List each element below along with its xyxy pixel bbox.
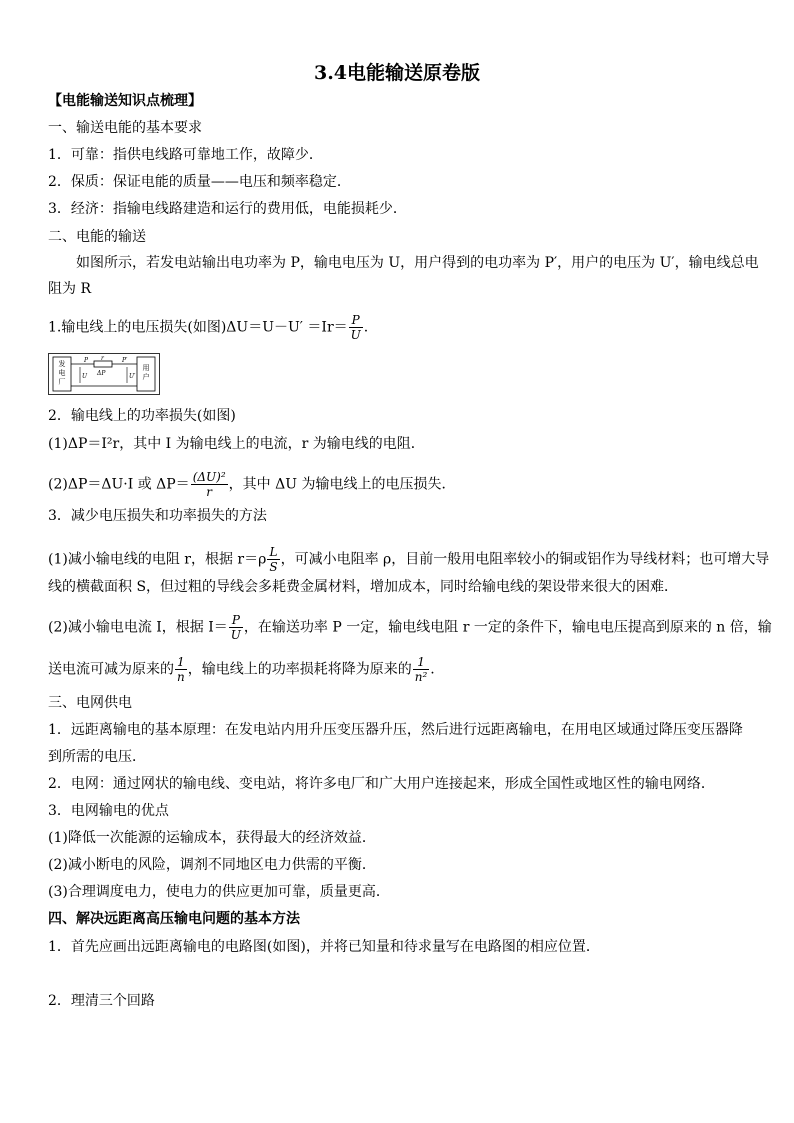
voltage-loss-line <box>48 313 368 342</box>
text-line: 如图所示，若发电站输出电功率为 P，输电电压为 U，用户得到的电功率为 P′，用户的电压为 U′，输电线总电 <box>76 255 759 271</box>
text-line: 2．理清三个回路 <box>48 993 155 1009</box>
text-span: (1)减小输电线的电阻 r，根据 r＝ρ <box>48 551 267 568</box>
fraction-denominator: n <box>177 670 185 684</box>
text-line: (3)合理调度电力，使电力的供应更加可靠，质量更高． <box>48 884 390 900</box>
heading-4: 四、解决远距离高压输电问题的基本方法 <box>48 911 300 927</box>
text-span: (2)ΔP＝ΔU·I 或 ΔP＝ <box>48 476 190 493</box>
heading-3: 三、电网供电 <box>48 695 132 711</box>
label-p-prime: P′ <box>122 357 128 364</box>
text-line: 线的横截面积 S，但过粗的导线会多耗费金属材料，增加成本，同时给输电线的架设带来很大的困难． <box>48 579 679 595</box>
text-line: 阻为 R <box>48 281 91 297</box>
fraction-denominator: n² <box>414 670 428 684</box>
text-span: ，在输送功率 P 一定，输电线电阻 r 一定的条件下，输电电压提高到原来的 n 倍，输 <box>243 619 772 636</box>
fraction-1-over-n-squared <box>413 655 430 684</box>
label-p: P <box>84 357 89 364</box>
method-1-line <box>48 545 769 574</box>
text-line: 3．减少电压损失和功率损失的方法 <box>48 508 267 524</box>
fraction-numerator: (ΔU)² <box>192 470 226 484</box>
text-span: . <box>363 319 369 336</box>
text-span: ，可减小电阻率 ρ，目前一般用电阻率较小的铜或铝作为导线材料；也可增大导 <box>280 551 770 568</box>
text-span: (2)减小输电电流 I，根据 I＝ <box>48 619 228 636</box>
method-2-line <box>48 613 772 642</box>
fraction-numerator: P <box>229 613 243 628</box>
text-line: 2．保质：保证电能的质量——电压和频率稳定． <box>48 174 351 190</box>
text-line: (2)减小断电的风险，调剂不同地区电力供需的平衡． <box>48 857 376 873</box>
text-span: ，其中 ΔU 为输电线上的电压损失． <box>228 476 456 493</box>
fraction-numerator: 1 <box>175 655 187 670</box>
fraction-denominator: S <box>269 560 278 574</box>
circuit-diagram <box>48 353 160 395</box>
text-line: 3．电网输电的优点 <box>48 803 169 819</box>
heading-1: 一、输送电能的基本要求 <box>48 120 202 136</box>
fraction-denominator: U <box>350 328 361 342</box>
page-title: 3.4电能输送原卷版 <box>313 62 481 84</box>
fraction-denominator: U <box>230 628 241 642</box>
section-header-knowledge: 【电能输送知识点梳理】 <box>48 93 202 109</box>
text-line: 1．可靠：指供电线路可靠地工作，故障少． <box>48 147 323 163</box>
text-span: ，输电线上的功率损耗将降为原来的 <box>187 661 412 678</box>
text-span: . <box>430 661 435 678</box>
text-line: 1．远距离输电的基本原理：在发电站内用升压变压器升压，然后进行远距离输电，在用电区域通过降压变压器降 <box>48 722 743 738</box>
label-delta-p: ΔP <box>97 370 106 377</box>
fraction-numerator: L <box>267 545 279 560</box>
text-line: 3．经济：指输电线路建造和运行的费用低，电能损耗少． <box>48 201 407 217</box>
user-label: 用户 <box>142 364 150 381</box>
text-line: 2．输电线上的功率损失(如图) <box>48 408 236 424</box>
heading-2: 二、电能的输送 <box>48 229 146 245</box>
fraction-l-over-s <box>267 545 279 574</box>
label-r: r <box>101 355 104 362</box>
text-line: (1)降低一次能源的运输成本，获得最大的经济效益． <box>48 830 376 846</box>
label-u: U <box>82 373 88 380</box>
fraction-du-squared-over-r <box>191 470 228 499</box>
fraction-denominator: r <box>206 485 213 499</box>
generator-label: 发电厂 <box>58 360 66 386</box>
fraction-1-over-n <box>175 655 187 684</box>
text-line: 到所需的电压． <box>48 749 146 765</box>
text-span: 送电流可减为原来的 <box>48 661 174 678</box>
fraction-numerator: 1 <box>413 655 430 670</box>
method-2-line-cont <box>48 655 435 684</box>
text-line: 2．电网：通过网状的输电线、变电站，将许多电厂和广大用户连接起来，形成全国性或地区性的输电网络． <box>48 776 715 792</box>
power-loss-formula-line <box>48 470 455 499</box>
text-line: 1．首先应画出远距离输电的电路图(如图)，并将已知量和待求量写在电路图的相应位置． <box>48 939 600 955</box>
label-u-prime: U′ <box>129 373 136 380</box>
text-line: (1)ΔP＝I²r，其中 I 为输电线上的电流，r 为输电线的电阻． <box>48 436 425 452</box>
fraction-p-over-u <box>349 313 363 342</box>
fraction-numerator: P <box>349 313 363 328</box>
text-span: 1.输电线上的电压损失(如图)ΔU＝U－U′ ＝Ir＝ <box>48 319 348 336</box>
fraction-p-over-u-2 <box>229 613 243 642</box>
